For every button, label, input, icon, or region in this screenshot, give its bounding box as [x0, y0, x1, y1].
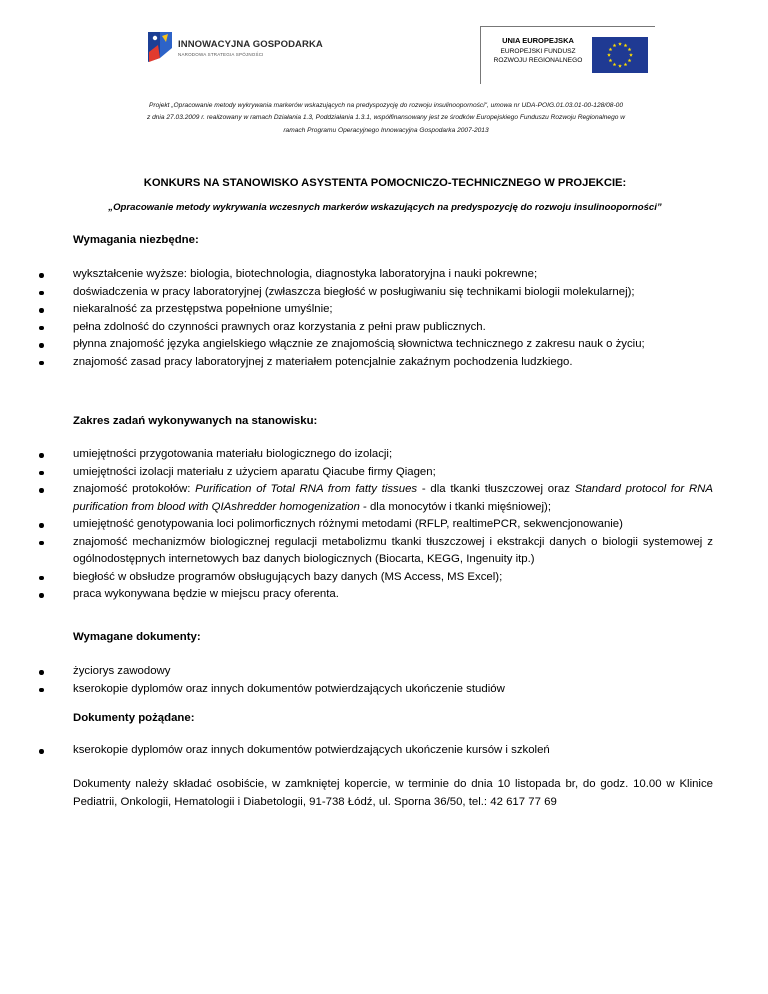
- list-item-text: kserokopie dyplomów oraz innych dokumentów potwierdzających ukończenie studiów: [73, 682, 505, 695]
- bullet-icon: [39, 453, 44, 458]
- preferred-docs-heading: Dokumenty pożądane:: [73, 712, 195, 724]
- page-title: KONKURS NA STANOWISKO ASYSTENTA POMOCNICZO-TECHNICZNEGO W PROJEKCIE:: [143, 177, 627, 189]
- ig-emblem-icon: [146, 28, 176, 64]
- protocols-suffix: - dla monocytów i tkanki mięśniowej);: [359, 500, 552, 513]
- bullet-icon: [39, 361, 44, 366]
- project-note-line3: ramach Programu Operacyjnego Innowacyjna Gospodarka 2007-2013: [283, 126, 489, 134]
- eu-logo: [480, 26, 655, 84]
- list-item-text: kserokopie dyplomów oraz innych dokumentów potwierdzających ukończenie kursów i szkoleń: [73, 744, 550, 756]
- page-subtitle: „Opracowanie metody wykrywania wczesnych markerów wskazujących na predyspozycję do rozwoju insulinooporności”: [108, 202, 662, 213]
- list-item: [0, 301, 713, 319]
- bullet-icon: [39, 326, 44, 331]
- list-item-text: pełna zdolność do czynności prawnych oraz korzystania z pełni praw publicznych.: [73, 320, 486, 333]
- project-note-line2: z dnia 27.03.2009 r. realizowany w ramach Działania 1.3, Poddziałania 1.3.1, współfinansowany jest ze środków Europejskiego Funduszu Rozwoju Regionalnego w: [146, 114, 626, 122]
- list-item-text: doświadczenia w pracy laboratoryjnej (zwłaszcza biegłość w posługiwaniu się technikami biologii molekularnej);: [73, 285, 635, 298]
- list-item-text: umiejętność genotypowania loci polimorficznych różnymi metodami (RFLP, realtimePCR, sekwencjonowanie): [73, 518, 623, 530]
- bullet-icon: [39, 273, 44, 278]
- list-item-text: [73, 483, 713, 513]
- bullet-icon: [39, 576, 44, 581]
- eu-logo-text: [490, 36, 586, 65]
- list-item-text: biegłość w obsłudze programów obsługujących bazy danych (MS Access, MS Excel);: [73, 570, 503, 583]
- bullet-icon: [39, 749, 44, 754]
- bullet-icon: [39, 291, 44, 296]
- list-item: [0, 284, 713, 302]
- bullet-icon: [39, 471, 44, 476]
- list-item-text: niekaralność za przestępstwa popełnione umyślnie;: [73, 303, 333, 315]
- tasks-heading: Zakres zadań wykonywanych na stanowisku:: [73, 415, 318, 427]
- list-item: [0, 464, 713, 482]
- bullet-icon: [39, 488, 44, 493]
- list-item-text: płynna znajomość języka angielskiego włącznie ze znajomością słownictwa technicznego z zakresu nauk o życiu;: [73, 338, 645, 350]
- protocol-fatty-tissues: Purification of Total RNA from fatty tissues: [195, 483, 418, 495]
- bullet-icon: [39, 343, 44, 348]
- project-note: [80, 100, 692, 137]
- eu-logo-line2: EUROPEJSKI FUNDUSZ: [500, 48, 576, 55]
- tasks-list: [0, 446, 768, 604]
- closing-paragraph: Dokumenty należy składać osobiście, w zamkniętej kopercie, w terminie do dnia 10 listopada br, do godz. 10.00 w Klinice Pediatrii, Onkologii, Hematologii i Diabetologii, 91-738 Łódź, ul. Sporna 36/50, tel.: 42 617 77 69: [73, 778, 713, 808]
- list-item-text: umiejętności przygotowania materiału biologicznego do izolacji;: [73, 448, 393, 460]
- bullet-icon: [39, 688, 44, 693]
- project-note-line1: Projekt „Opracowanie metody wykrywania markerów wskazujących na predyspozycję do rozwoju insulinooporności", umowa nr UDA-POIG.01.03.01-00-128/08-00: [148, 102, 623, 109]
- innowacyjna-gospodarka-logo: [146, 28, 356, 68]
- list-item: [0, 534, 713, 569]
- bullet-icon: [39, 308, 44, 313]
- list-item-text: znajomość mechanizmów biologicznej regulacji metabolizmu tkanki tłuszczowej i ekstrakcji danych o biologii systemowej z ogólnodostępnych internetowych baz danych biologicznych (Biocarta, KEGG, Ingenuity itp.): [73, 535, 713, 565]
- list-item: [0, 681, 713, 699]
- eu-logo-frame-top: [480, 26, 655, 27]
- bullet-icon: [39, 670, 44, 675]
- list-item: [0, 586, 713, 604]
- protocol-blood: Standard protocol for RNA purification from blood with QIAshredder homogenization: [73, 483, 713, 513]
- list-item: [0, 354, 713, 372]
- list-item: [0, 446, 713, 464]
- eu-logo-line1: UNIA EUROPEJSKA: [502, 36, 574, 45]
- eu-flag-icon: [592, 37, 648, 73]
- required-docs-list: [0, 663, 768, 698]
- list-item: [0, 569, 713, 587]
- list-item: [0, 336, 713, 354]
- preferred-docs-list: [0, 742, 768, 760]
- list-item: [0, 516, 713, 534]
- list-item: [0, 481, 713, 516]
- list-item-text: życiorys zawodowy: [73, 665, 171, 677]
- bullet-icon: [39, 523, 44, 528]
- list-item-text: umiejętności izolacji materiału z użyciem aparatu Qiacube firmy Qiagen;: [73, 465, 436, 478]
- list-item: [0, 742, 713, 760]
- logo-left-title: INNOWACYJNA GOSPODARKA: [178, 39, 323, 50]
- protocols-mid: - dla tkanki tłuszczowej oraz: [417, 483, 575, 495]
- logo-left-subtitle: NARODOWA STRATEGIA SPÓJNOŚCI: [178, 52, 264, 57]
- list-item: [0, 663, 713, 681]
- list-item-text: wykształcenie wyższe: biologia, biotechnologia, diagnostyka laboratoryjna i nauki pokrewne;: [73, 268, 538, 280]
- required-docs-heading: Wymagane dokumenty:: [73, 631, 201, 643]
- list-item: [0, 319, 713, 337]
- list-item-text: praca wykonywana będzie w miejscu pracy oferenta.: [73, 588, 339, 600]
- eu-logo-frame-left: [480, 26, 481, 84]
- list-item: [0, 266, 713, 284]
- requirements-list: [0, 266, 768, 371]
- bullet-icon: [39, 541, 44, 546]
- requirements-heading: Wymagania niezbędne:: [73, 234, 199, 246]
- list-item-text: znajomość zasad pracy laboratoryjnej z materiałem potencjalnie zakaźnym pochodzenia ludzkiego.: [73, 355, 573, 368]
- protocols-prefix: znajomość protokołów:: [73, 483, 196, 495]
- bullet-icon: [39, 593, 44, 598]
- eu-logo-line3: ROZWOJU REGIONALNEGO: [493, 57, 583, 64]
